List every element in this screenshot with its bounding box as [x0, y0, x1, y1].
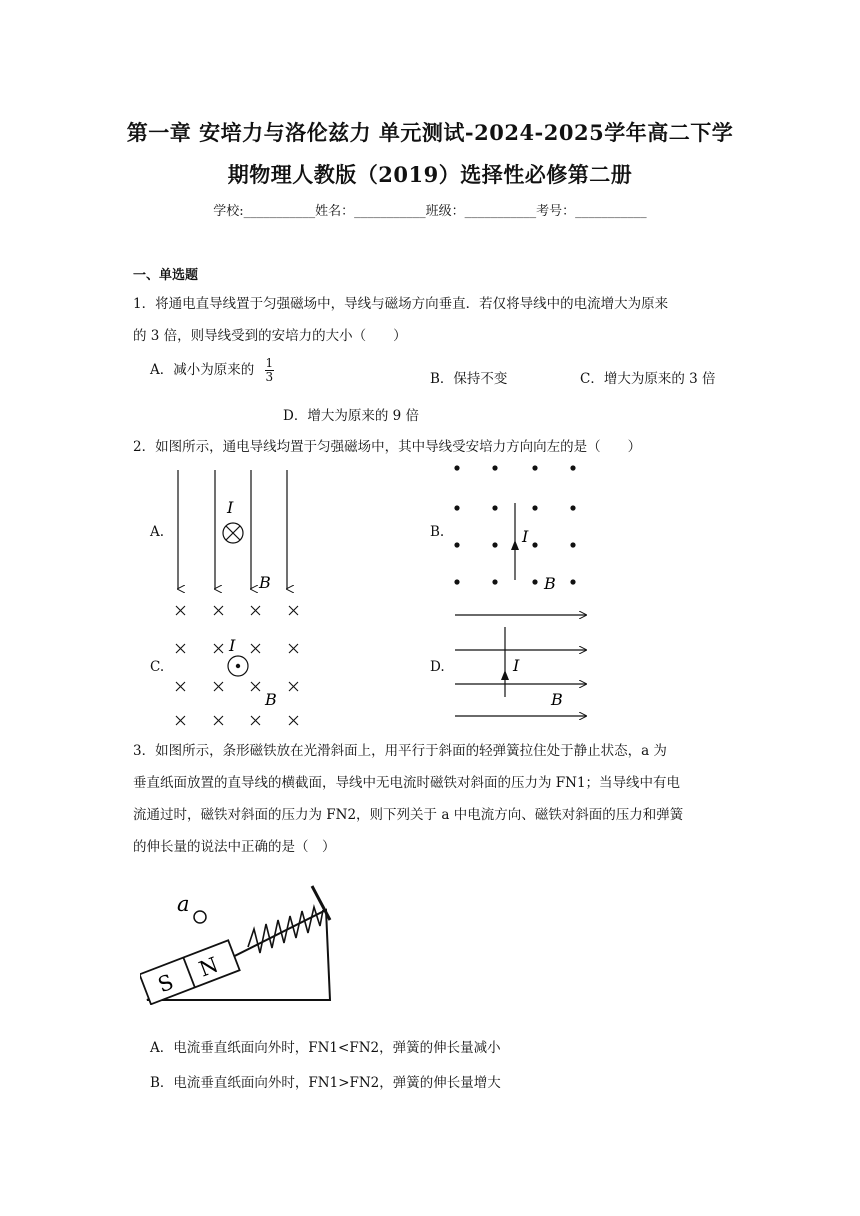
current-arrow-icon — [511, 540, 519, 550]
section-heading: 一、单选题 — [133, 268, 199, 283]
q2-figure-d — [452, 605, 592, 730]
magnet-south-label: S — [154, 969, 177, 998]
q3-stem-line4: 的伸长量的说法中正确的是（ ） — [133, 839, 336, 855]
current-arrow-icon — [501, 670, 509, 680]
q1-option-c: C．增大为原来的 3 倍 — [580, 371, 716, 387]
current-label: I — [229, 636, 236, 655]
field-label: B — [551, 690, 563, 709]
q1-option-a-text: A．减小为原来的 — [150, 362, 255, 378]
current-label: I — [227, 498, 234, 517]
q2-stem: 2．如图所示，通电导线均置于匀强磁场中，其中导线受安培力方向向左的是（ ） — [133, 439, 642, 455]
field-label: B — [265, 690, 277, 709]
q3-stem-line3: 流通过时，磁铁对斜面的压力为 FN2，则下列关于 a 中电流方向、磁铁对斜面的压力和弹簧 — [133, 807, 684, 823]
q2-figure-c — [165, 598, 310, 733]
fraction-numerator: 1 — [265, 356, 274, 370]
q1-option-a — [150, 357, 274, 384]
q1-option-a-fraction — [265, 357, 275, 384]
doc-title-line2: 期物理人教版（2019）选择性必修第二册 — [227, 162, 633, 187]
q1-stem-line2: 的 3 倍，则导线受到的安培力的大小（ ） — [133, 328, 407, 344]
wire-label: a — [177, 892, 190, 916]
doc-title-line1: 第一章 安培力与洛伦兹力 单元测试-2024-2025学年高二下学 — [126, 120, 734, 145]
q3-option-a: A．电流垂直纸面向外时，FN1<FN2，弹簧的伸长量减小 — [150, 1040, 501, 1056]
current-label: I — [522, 527, 529, 546]
magnet-north-label: N — [195, 952, 222, 982]
q2-label-d: D. — [430, 659, 445, 675]
q2-figure-b — [445, 458, 585, 598]
q2-label-a: A. — [150, 524, 165, 540]
current-label: I — [513, 656, 520, 675]
bar-magnet — [140, 940, 240, 1004]
field-label: B — [544, 574, 556, 593]
q3-stem-line2: 垂直纸面放置的直导线的横截面，导线中无电流时磁铁对斜面的压力为 FN1；当导线中有电 — [133, 775, 681, 791]
q2-label-c: C. — [150, 659, 165, 675]
q3-stem-line1: 3．如图所示，条形磁铁放在光滑斜面上，用平行于斜面的轻弹簧拉住处于静止状态，a 为 — [133, 743, 667, 759]
field-label: B — [259, 573, 271, 592]
fraction-denominator: 3 — [265, 370, 274, 384]
q1-option-d: D．增大为原来的 9 倍 — [283, 408, 419, 424]
q3-option-b: B．电流垂直纸面向外时，FN1>FN2，弹簧的伸长量增大 — [150, 1075, 501, 1091]
q2-figure-a — [165, 465, 305, 595]
q2-label-b: B. — [430, 524, 445, 540]
wire-cross-section-icon — [194, 911, 206, 923]
q1-option-b: B．保持不变 — [430, 371, 508, 387]
student-info-line: 学校:___________姓名：___________班级：___________考号：___________ — [213, 204, 647, 219]
q3-figure-incline-magnet — [140, 880, 340, 1005]
q1-stem-line1: 1．将通电直导线置于匀强磁场中，导线与磁场方向垂直．若仅将导线中的电流增大为原来 — [133, 296, 669, 312]
